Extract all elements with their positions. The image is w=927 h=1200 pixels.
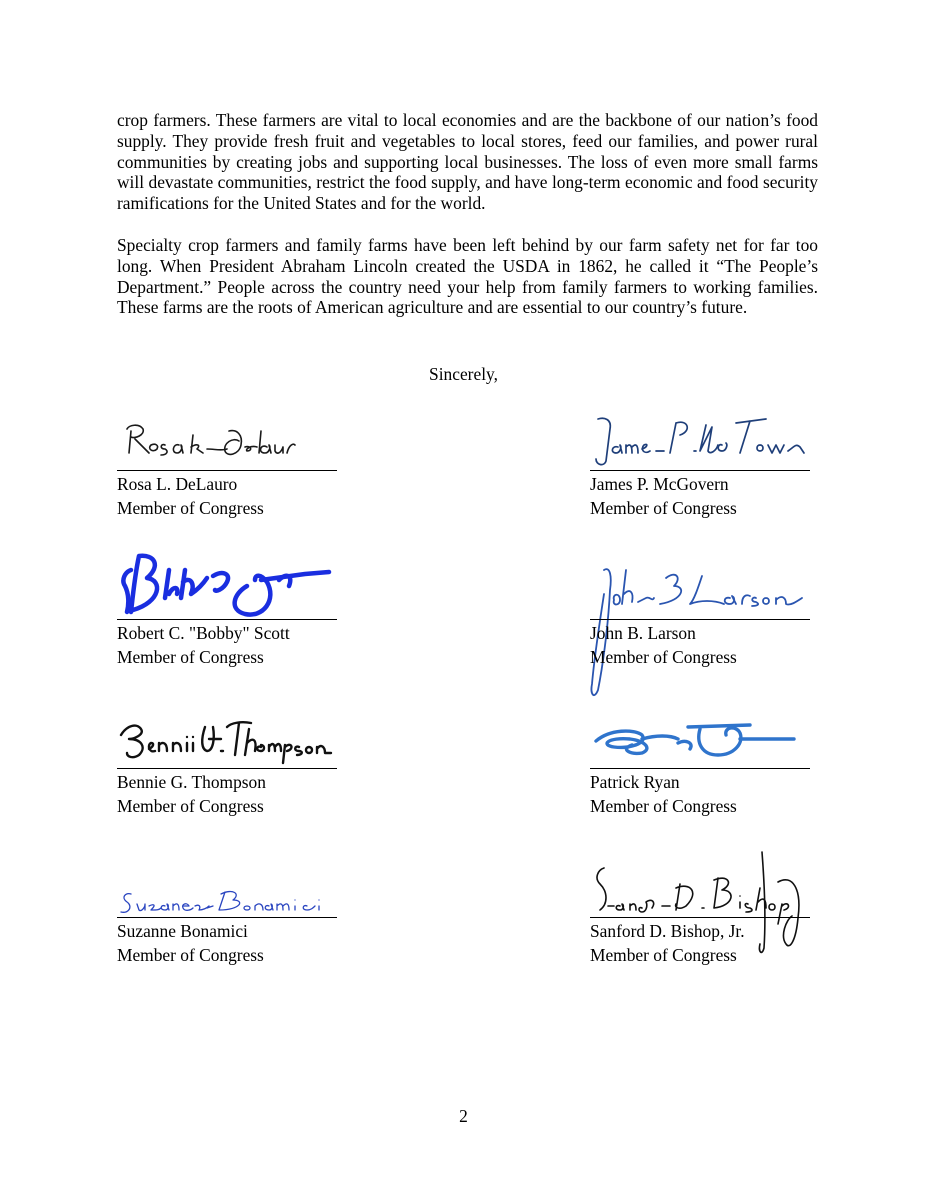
closing-salutation: Sincerely,: [429, 364, 498, 384]
signer-name: Robert C. "Bobby" Scott: [117, 623, 290, 643]
signature-line: [117, 619, 337, 620]
signature-line: [590, 917, 810, 918]
signature-line: [590, 470, 810, 471]
signer-name: Suzanne Bonamici: [117, 921, 248, 941]
signature-block: [117, 550, 337, 667]
signer-title: Member of Congress: [590, 498, 737, 518]
signature-block: [117, 401, 337, 518]
signature-image: [117, 550, 337, 620]
signature-image: [117, 699, 337, 769]
page-number: 2: [459, 1106, 468, 1126]
signature-image: [117, 401, 337, 471]
signer-name: John B. Larson: [590, 623, 696, 643]
signature-image: [590, 699, 810, 769]
signer-title: Member of Congress: [117, 945, 264, 965]
signature-line: [117, 470, 337, 471]
signature-image: [590, 550, 810, 620]
signer-name: Patrick Ryan: [590, 772, 680, 792]
signature-image: [117, 848, 337, 918]
signer-title: Member of Congress: [590, 796, 737, 816]
signature-image: [590, 401, 810, 471]
signature-line: [117, 917, 337, 918]
signature-block: [590, 848, 810, 965]
signer-name: James P. McGovern: [590, 474, 729, 494]
signer-title: Member of Congress: [117, 498, 264, 518]
signer-title: Member of Congress: [590, 945, 737, 965]
signature-line: [590, 619, 810, 620]
signer-name: Rosa L. DeLauro: [117, 474, 238, 494]
signature-block: [117, 848, 337, 965]
signature-block: [590, 699, 810, 816]
signer-name: Bennie G. Thompson: [117, 772, 266, 792]
signer-title: Member of Congress: [590, 647, 737, 667]
signature-image: [590, 848, 810, 918]
body-paragraph-1: crop farmers. These farmers are vital to local economies and are the backbone of our nation’s food supply. They provide fresh fruit and vegetables to local stores, feed our families, and power rural communities by creating jobs and supporting local businesses. The loss of even more small farms will devastate communities, restrict the food supply, and have long-term economic and food security ramifications for the United States and for the world.: [117, 110, 818, 214]
signature-block: [590, 401, 810, 518]
signature-line: [590, 768, 810, 769]
signer-title: Member of Congress: [117, 796, 264, 816]
signature-line: [117, 768, 337, 769]
signer-title: Member of Congress: [117, 647, 264, 667]
signature-block: [590, 550, 810, 667]
signature-block: [117, 699, 337, 816]
body-paragraph-2: Specialty crop farmers and family farms have been left behind by our farm safety net for far too long. When President Abraham Lincoln created the USDA in 1862, he called it “The People’s Department.” People across the country need your help from family farmers to working families. These farms are the roots of American agriculture and are essential to our country’s future.: [117, 235, 818, 318]
signer-name: Sanford D. Bishop, Jr.: [590, 921, 745, 941]
